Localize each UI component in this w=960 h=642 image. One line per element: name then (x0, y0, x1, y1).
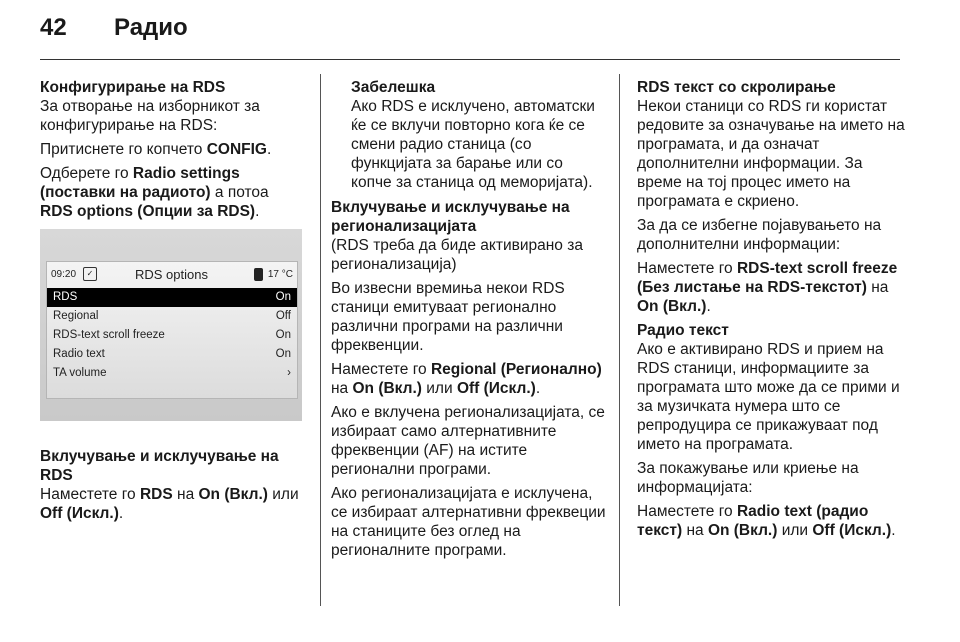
section-heading-rds-config: Конфигурирање на RDS (40, 79, 226, 96)
paragraph: Наместете го RDS на On (Вкл.) или Off (Искл.). (40, 486, 299, 522)
page-header (40, 14, 188, 42)
display-screen (46, 261, 298, 399)
column-divider-2 (619, 74, 620, 606)
column-1 (40, 78, 302, 528)
header-rule (40, 59, 900, 60)
menu-row-scroll-freeze: RDS-text scroll freeze On (53, 329, 291, 341)
chevron-right-icon: › (287, 367, 291, 379)
menu-row-regional: Regional Off (53, 310, 291, 322)
paragraph: Во извесни времиња некои RDS станици емитуваат регионално различни програми на различни фреквенции. (331, 280, 565, 354)
status-bar (47, 262, 297, 286)
paragraph: Наместете го RDS-text scroll freeze (Без листање на RDS-текстот) на On (Вкл.). (637, 260, 898, 315)
section-heading-rds-onoff: Вклучување и исклучување на RDS (40, 448, 279, 484)
paragraph: Некои станици со RDS ги користат редовите за означување на името на програмата, и да означат дополнителни информации. За време на тој процес името на програмата е скриено. (637, 98, 905, 210)
paragraph: Ако е активирано RDS и прием на RDS станици, информациите за програмата што може да се прими и за музичката нумера што се репродуцира се прикажуваат под името на програмата. (637, 341, 900, 453)
column-2 (331, 78, 607, 565)
note-heading: Забелешка (351, 79, 436, 96)
section-heading-scroll-text: RDS текст со скролирање (637, 79, 836, 96)
note-text: Ако RDS е исклучено, автоматски ќе се вклучи повторно кога ќе се смени радио станица (со функцијата за барање или со копче за станица од меморијата). (351, 98, 595, 191)
section-heading-radio-text: Радио текст (637, 322, 729, 339)
paragraph: Ако е вклучена регионализацијата, се избираат само алтернативните фреквенции (AF) на истите регионални програми. (331, 404, 605, 478)
rds-options-screenshot (40, 229, 302, 421)
page-number: 42 (40, 14, 67, 41)
paragraph: За да се избегне појавувањето на дополнителни информации: (637, 217, 882, 253)
menu-row-radio-text: Radio text On (53, 348, 291, 360)
page-title: Радио (114, 14, 188, 41)
note-box (331, 78, 607, 192)
temperature: 17 °C (267, 268, 293, 280)
column-3 (637, 78, 905, 545)
clock-icon: ✓ (83, 267, 97, 281)
screen-title: RDS options (135, 266, 208, 282)
menu-row-ta-volume: TA volume › (47, 364, 297, 383)
clock-time: 09:20 (51, 268, 77, 280)
paragraph: Ако регионализацијата е исклучена, се избираат алтернативни фреквеции на станиците без оглед на регионалните програми. (331, 485, 606, 559)
button-ref-config: CONFIG (206, 141, 267, 158)
paragraph: Притиснете го копчето CONFIG. (40, 141, 272, 158)
paragraph: (RDS треба да биде активирано за регионализација) (331, 237, 583, 273)
paragraph: Наместете го Radio text (радио текст) на On (Вкл.) или Off (Искл.). (637, 503, 896, 539)
column-divider-1 (320, 74, 321, 606)
paragraph: Наместете го Regional (Регионално) на On (Вкл.) или Off (Искл.). (331, 361, 602, 397)
paragraph: За отворање на изборникот за конфигурирање на RDS: (40, 98, 260, 134)
section-heading-regional: Вклучување и исклучување на регионализацијата (331, 199, 570, 235)
paragraph: Одберете го Radio settings (поставки на радиото) а потоа RDS options (Опции за RDS). (40, 165, 269, 220)
thermometer-icon (254, 268, 263, 281)
paragraph: За покажување или криење на информацијата: (637, 460, 859, 496)
menu-row-rds: RDS On (47, 288, 297, 307)
